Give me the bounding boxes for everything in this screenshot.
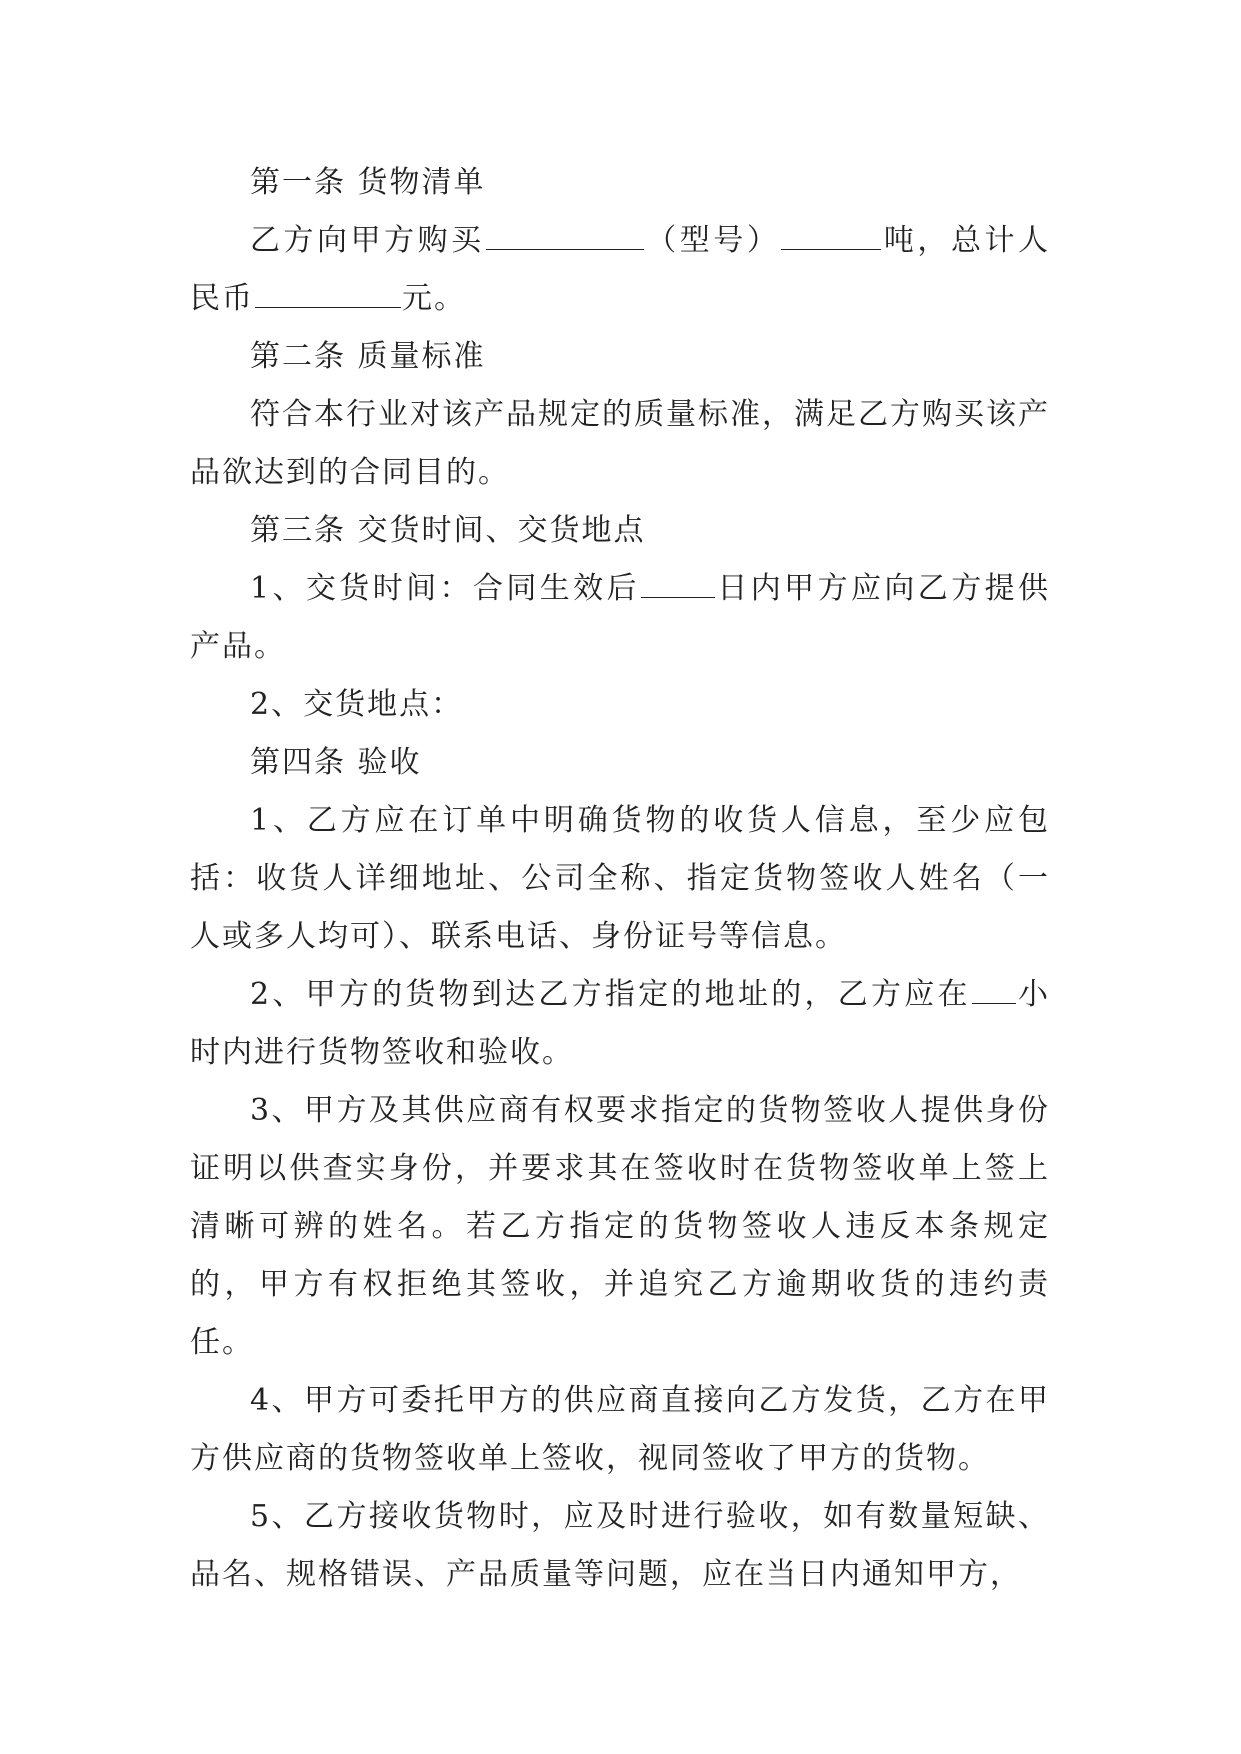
total-amount-blank (255, 277, 401, 308)
acceptance-hours-blank (972, 973, 1016, 1004)
product-name-blank (486, 219, 644, 250)
acceptance-rest: 小时内进行货物签收和验收。 (190, 977, 1051, 1070)
article4-item5: 5、乙方接收货物时，应及时进行验收，如有数量短缺、品名、规格错误、产品质量等问题，应在当日内通知甲方， (190, 1499, 1050, 1592)
article4-item3: 3、甲方及其供应商有权要求指定的货物签收人提供身份证明以供查实身份，并要求其在签收时在货物签收单上签上清晰可辨的姓名。若乙方指定的货物签收人违反本条规定的，甲方有权拒绝其签收，并追究乙方逾期收货的违约责任。 (190, 1093, 1050, 1360)
article3-item1 (190, 560, 1050, 676)
currency-text: 人民币 (190, 223, 1051, 316)
article4-item4: 4、甲方可委托甲方的供应商直接向乙方发货，乙方在甲方供应商的货物签收单上签收，视同签收了甲方的货物。 (190, 1383, 1050, 1476)
tonnage-blank (781, 219, 881, 250)
article3-heading: 第三条 交货时间、交货地点 (250, 513, 646, 548)
delivery-days-blank (641, 567, 715, 598)
tonnage-text: 吨，总计 (882, 223, 1019, 258)
article2-text: 符合本行业对该产品规定的质量标准，满足乙方购买该产品欲达到的合同目的。 (190, 397, 1050, 490)
article2-heading: 第二条 质量标准 (250, 339, 486, 374)
article3-item2: 2、交货地点： (250, 687, 464, 722)
purchase-text: 乙方向甲方购买 (250, 223, 485, 258)
delivery-time-text: 1、交货时间：合同生效后 (250, 571, 640, 606)
acceptance-text: 2、甲方的货物到达乙方指定的地址的，乙方应在 (250, 977, 971, 1012)
article4-item2 (190, 966, 1050, 1082)
model-text: （型号） (644, 223, 781, 258)
article1-heading: 第一条 货物清单 (250, 165, 486, 200)
contract-body (190, 154, 1050, 1604)
delivery-time-rest: 日内甲方应向乙方提供产品。 (190, 571, 1051, 664)
yuan-text: 元。 (402, 281, 466, 316)
article4-item1: 1、乙方应在订单中明确货物的收货人信息，至少应包括：收货人详细地址、公司全称、指定货物签收人姓名（一人或多人均可）、联系电话、身份证号等信息。 (190, 803, 1050, 954)
article1-goods-paragraph (190, 212, 1050, 328)
article4-heading: 第四条 验收 (250, 745, 422, 780)
